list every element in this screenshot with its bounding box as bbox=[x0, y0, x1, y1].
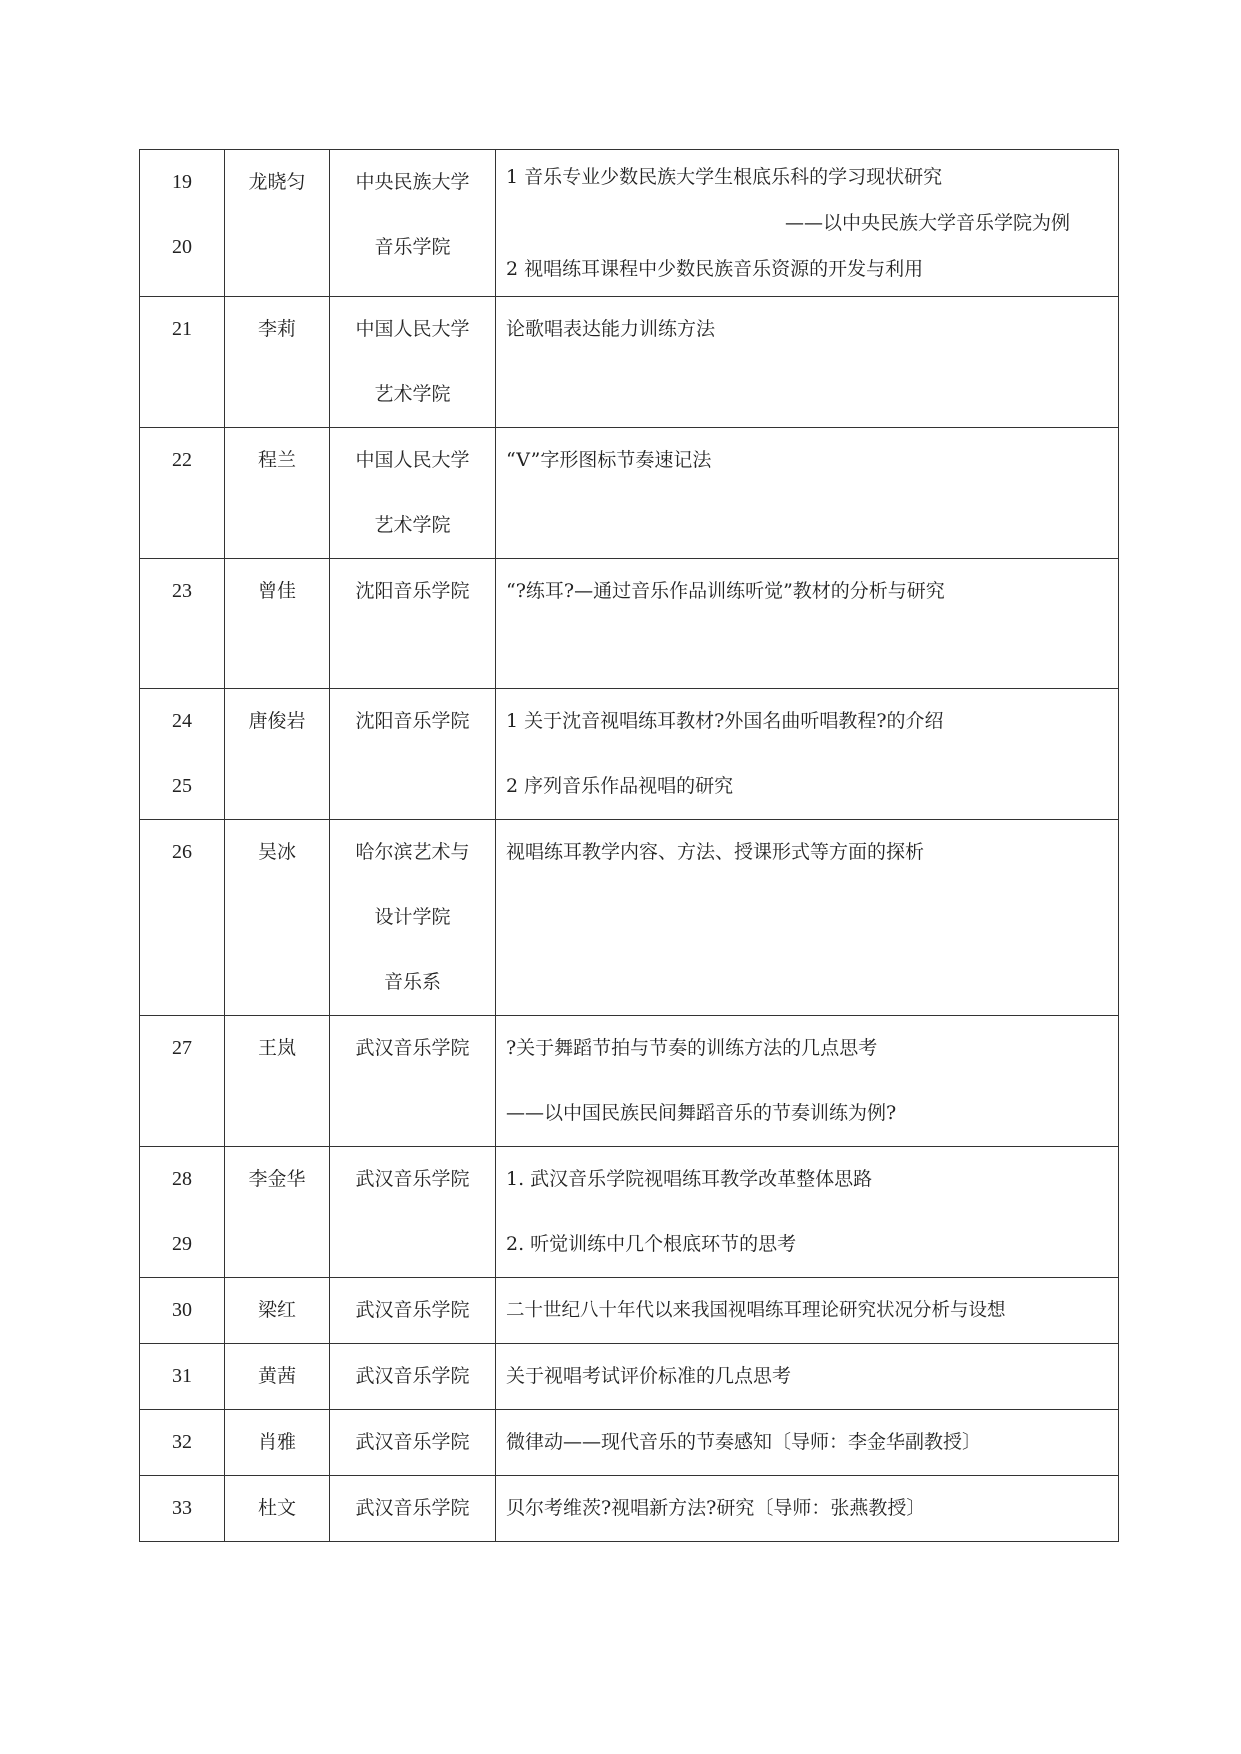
title-cell bbox=[496, 1016, 1119, 1147]
number-cell bbox=[140, 1476, 225, 1542]
paper-title: 1 关于沈音视唱练耳教材?外国名曲听唱教程?的介绍 bbox=[506, 710, 944, 732]
paper-title: 2 视唱练耳课程中少数民族音乐资源的开发与利用 bbox=[506, 258, 924, 280]
table-row bbox=[140, 1344, 1119, 1410]
unit-line: 音乐学院 bbox=[374, 236, 451, 258]
paper-list-table bbox=[139, 149, 1119, 1542]
unit-line: 中国人民大学 bbox=[355, 449, 470, 471]
title-cell bbox=[496, 428, 1119, 559]
table-row bbox=[140, 297, 1119, 428]
unit-line: 武汉音乐学院 bbox=[355, 1497, 470, 1519]
unit-cell bbox=[330, 1410, 496, 1476]
author-cell bbox=[225, 1410, 330, 1476]
number-cell bbox=[140, 1278, 225, 1344]
unit-cell bbox=[330, 1147, 496, 1278]
unit-line: 武汉音乐学院 bbox=[355, 1037, 470, 1059]
unit-line: 音乐系 bbox=[383, 971, 441, 993]
author-name: 吴冰 bbox=[257, 841, 296, 863]
unit-line: 哈尔滨艺术与 bbox=[355, 841, 470, 863]
number-cell bbox=[140, 428, 225, 559]
author-cell bbox=[225, 1147, 330, 1278]
unit-line: 中央民族大学 bbox=[355, 171, 470, 193]
title-cell bbox=[496, 1278, 1119, 1344]
unit-cell bbox=[330, 297, 496, 428]
paper-title: ?关于舞蹈节拍与节奏的训练方法的几点思考 bbox=[506, 1037, 878, 1059]
paper-title: 1. 武汉音乐学院视唱练耳教学改革整体思路 bbox=[506, 1168, 873, 1190]
table-row bbox=[140, 1410, 1119, 1476]
author-name: 杜文 bbox=[257, 1497, 296, 1519]
author-cell bbox=[225, 297, 330, 428]
unit-cell bbox=[330, 689, 496, 820]
table-row bbox=[140, 1147, 1119, 1278]
row-number: 20 bbox=[172, 236, 192, 258]
number-cell bbox=[140, 150, 225, 297]
unit-line: 武汉音乐学院 bbox=[355, 1431, 470, 1453]
author-name: 曾佳 bbox=[257, 580, 296, 602]
author-name: 黄茜 bbox=[257, 1365, 296, 1387]
title-cell bbox=[496, 1410, 1119, 1476]
number-cell bbox=[140, 1016, 225, 1147]
author-name: 李莉 bbox=[257, 318, 296, 340]
number-cell bbox=[140, 1147, 225, 1278]
row-number: 25 bbox=[172, 775, 192, 797]
table-row bbox=[140, 1278, 1119, 1344]
author-cell bbox=[225, 559, 330, 689]
paper-title: 微律动——现代音乐的节奏感知〔导师：李金华副教授〕 bbox=[506, 1431, 982, 1453]
author-cell bbox=[225, 689, 330, 820]
author-cell bbox=[225, 1278, 330, 1344]
row-number: 23 bbox=[172, 580, 192, 602]
unit-line: 设计学院 bbox=[374, 906, 451, 928]
paper-title: “?练耳?—通过音乐作品训练听觉”教材的分析与研究 bbox=[506, 580, 945, 602]
title-cell bbox=[496, 1147, 1119, 1278]
author-name: 梁红 bbox=[257, 1299, 296, 1321]
table-row bbox=[140, 689, 1119, 820]
unit-line: 武汉音乐学院 bbox=[355, 1365, 470, 1387]
unit-cell bbox=[330, 1016, 496, 1147]
paper-subtitle: ——以中央民族大学音乐学院为例 bbox=[784, 212, 1070, 234]
table-row bbox=[140, 1476, 1119, 1542]
unit-cell bbox=[330, 1344, 496, 1410]
paper-title: 2 序列音乐作品视唱的研究 bbox=[506, 775, 734, 797]
number-cell bbox=[140, 689, 225, 820]
title-cell bbox=[496, 689, 1119, 820]
row-number: 32 bbox=[172, 1431, 192, 1453]
row-number: 19 bbox=[172, 171, 192, 193]
author-cell bbox=[225, 150, 330, 297]
unit-line: 艺术学院 bbox=[374, 383, 451, 405]
unit-cell bbox=[330, 150, 496, 297]
row-number: 30 bbox=[172, 1299, 192, 1321]
unit-cell bbox=[330, 559, 496, 689]
paper-title: 视唱练耳教学内容、方法、授课形式等方面的探析 bbox=[506, 841, 925, 863]
author-name: 肖雅 bbox=[257, 1431, 296, 1453]
author-name: 李金华 bbox=[248, 1168, 306, 1190]
unit-line: 沈阳音乐学院 bbox=[355, 580, 470, 602]
title-cell bbox=[496, 150, 1119, 297]
paper-title: 1 音乐专业少数民族大学生根底乐科的学习现状研究 bbox=[506, 166, 943, 188]
author-name: 龙晓匀 bbox=[248, 171, 306, 193]
paper-title: 关于视唱考试评价标准的几点思考 bbox=[506, 1365, 792, 1387]
row-number: 31 bbox=[172, 1365, 192, 1387]
author-cell bbox=[225, 1016, 330, 1147]
unit-line: 艺术学院 bbox=[374, 514, 451, 536]
unit-line: 武汉音乐学院 bbox=[355, 1299, 470, 1321]
unit-cell bbox=[330, 428, 496, 559]
author-cell bbox=[225, 820, 330, 1016]
unit-cell bbox=[330, 1278, 496, 1344]
table-row bbox=[140, 428, 1119, 559]
row-number: 26 bbox=[172, 841, 192, 863]
unit-cell bbox=[330, 820, 496, 1016]
paper-title: 论歌唱表达能力训练方法 bbox=[506, 318, 716, 340]
number-cell bbox=[140, 820, 225, 1016]
row-number: 29 bbox=[172, 1233, 192, 1255]
table-row bbox=[140, 820, 1119, 1016]
author-name: 唐俊岩 bbox=[248, 710, 306, 732]
title-cell bbox=[496, 297, 1119, 428]
title-cell bbox=[496, 1476, 1119, 1542]
author-name: 王岚 bbox=[257, 1037, 296, 1059]
paper-subtitle: ——以中国民族民间舞蹈音乐的节奏训练为例? bbox=[506, 1102, 897, 1124]
row-number: 33 bbox=[172, 1497, 192, 1519]
table-row bbox=[140, 559, 1119, 689]
number-cell bbox=[140, 297, 225, 428]
author-cell bbox=[225, 1344, 330, 1410]
unit-cell bbox=[330, 1476, 496, 1542]
row-number: 21 bbox=[172, 318, 192, 340]
number-cell bbox=[140, 1344, 225, 1410]
author-name: 程兰 bbox=[257, 449, 296, 471]
number-cell bbox=[140, 1410, 225, 1476]
number-cell bbox=[140, 559, 225, 689]
row-number: 27 bbox=[172, 1037, 192, 1059]
table-row bbox=[140, 1016, 1119, 1147]
table-row bbox=[140, 150, 1119, 297]
row-number: 22 bbox=[172, 449, 192, 471]
unit-line: 沈阳音乐学院 bbox=[355, 710, 470, 732]
author-cell bbox=[225, 428, 330, 559]
row-number: 24 bbox=[172, 710, 192, 732]
title-cell bbox=[496, 559, 1119, 689]
row-number: 28 bbox=[172, 1168, 192, 1190]
paper-title: 贝尔考维茨?视唱新方法?研究〔导师：张燕教授〕 bbox=[506, 1497, 926, 1519]
author-cell bbox=[225, 1476, 330, 1542]
paper-title: “V”字形图标节奏速记法 bbox=[506, 449, 712, 471]
title-cell bbox=[496, 820, 1119, 1016]
paper-title: 2. 听觉训练中几个根底环节的思考 bbox=[506, 1233, 797, 1255]
paper-title: 二十世纪八十年代以来我国视唱练耳理论研究状况分析与设想 bbox=[506, 1300, 1006, 1321]
unit-line: 武汉音乐学院 bbox=[355, 1168, 470, 1190]
title-cell bbox=[496, 1344, 1119, 1410]
unit-line: 中国人民大学 bbox=[355, 318, 470, 340]
